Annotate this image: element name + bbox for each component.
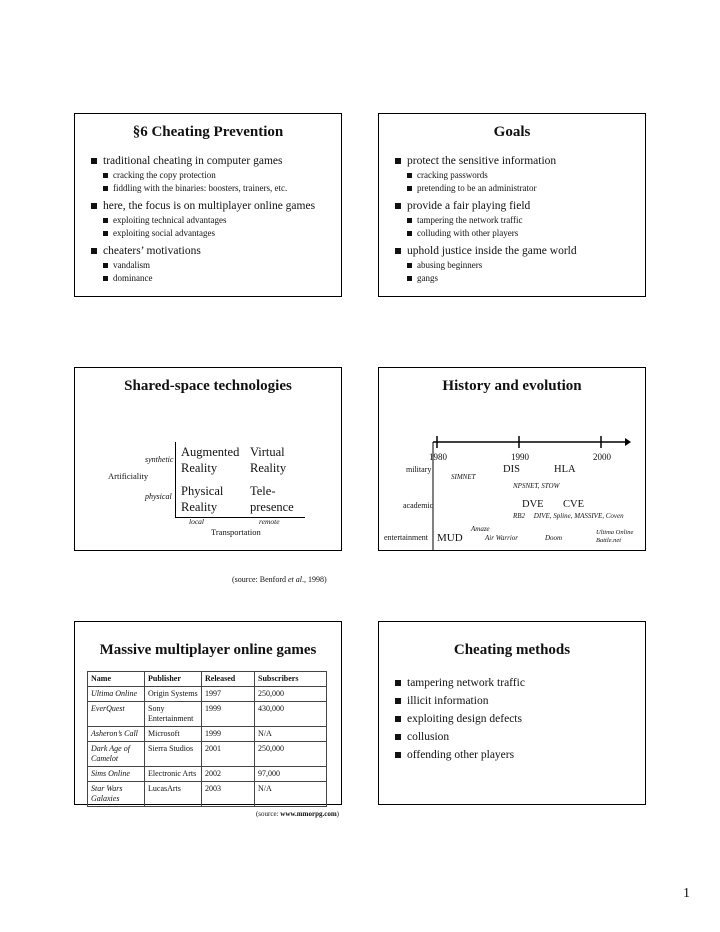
sub-bullet: exploiting social advantages (103, 227, 335, 240)
bullet-list (91, 150, 335, 285)
year-label: 1990 (511, 452, 529, 462)
table-cell: 2002 (202, 767, 255, 782)
mmo-table (87, 671, 327, 807)
table-row (88, 687, 327, 702)
uo-battlenet-label: Ultima Online Battle.net (596, 529, 634, 544)
sub-bullet: fiddling with the binaries: boosters, trainers, etc. (103, 182, 335, 195)
local-label: local (189, 517, 204, 526)
sub-bullet: tampering the network traffic (407, 214, 639, 227)
table-cell: 97,000 (255, 767, 327, 782)
table-cell: Sony Entertainment (145, 702, 202, 727)
bullet-item: tampering network traffic (395, 676, 639, 690)
dis-label: DIS (503, 464, 520, 475)
column-header: Subscribers (255, 672, 327, 687)
amaze-label: Amaze (471, 525, 490, 533)
slide-history (378, 367, 646, 551)
slide-mmo-games (74, 621, 342, 818)
augmented-reality-cell: Augmented Reality (181, 445, 240, 475)
airwarrior-label: Air Warrior (485, 534, 519, 542)
slide-title: Goals (493, 124, 531, 140)
bullet-item: collusion (395, 730, 639, 744)
row-label-academic: academic (403, 501, 434, 510)
axis-line-vertical (175, 442, 176, 518)
source-citation: (source: www.mmorpg.com) (255, 810, 339, 818)
table-cell: Origin Systems (145, 687, 202, 702)
table-header-row (88, 672, 327, 687)
table-row (88, 782, 327, 807)
source-citation: (source: Benford et al., 1998) (232, 575, 327, 584)
slide-title: §6 Cheating Prevention (132, 124, 284, 140)
table-cell: N/A (255, 727, 327, 742)
cve-label: CVE (563, 499, 584, 510)
bullet-item: here, the focus is on multiplayer online games exploiting technical advantages exploiting social advantages (91, 199, 335, 240)
bullet-item: exploiting design defects (395, 712, 639, 726)
slide-title: Cheating methods (453, 642, 571, 658)
table-cell: Asheron’s Call (88, 727, 145, 742)
npsnet-label: NPSNET, STOW (513, 482, 560, 490)
table-cell: Star Wars Galaxies (88, 782, 145, 807)
transportation-label: Transportation (211, 527, 261, 537)
sub-bullet: pretending to be an administrator (407, 182, 639, 195)
year-label: 1980 (429, 452, 447, 462)
table-cell: 1997 (202, 687, 255, 702)
sub-bullet: vandalism (103, 259, 335, 272)
sub-bullet: dominance (103, 272, 335, 285)
slide-title: Massive multiplayer online games (99, 642, 317, 658)
bullet-list (395, 672, 639, 762)
sub-bullet: colluding with other players (407, 227, 639, 240)
row-label-military: military (406, 465, 432, 474)
bullet-item: illicit information (395, 694, 639, 708)
mud-label: MUD (437, 532, 463, 544)
academic-systems-label: RB2 DIVE, Spline, MASSIVE, Coven (513, 512, 624, 520)
virtual-reality-cell: Virtual Reality (250, 445, 287, 475)
sub-bullet: gangs (407, 272, 639, 285)
table-cell: N/A (255, 782, 327, 807)
table-cell: Electronic Arts (145, 767, 202, 782)
column-header: Released (202, 672, 255, 687)
bullet-item: cheaters’ motivations vandalism dominance (91, 244, 335, 285)
bullet-item: protect the sensitive information cracking passwords pretending to be an administrator (395, 154, 639, 195)
column-header: Publisher (145, 672, 202, 687)
slide-cheating-methods (378, 621, 646, 805)
table-row (88, 702, 327, 727)
doom-label: Doom (545, 534, 563, 542)
table-cell: LucasArts (145, 782, 202, 807)
table-cell: Sierra Studios (145, 742, 202, 767)
slide-title: Shared-space technologies (124, 378, 292, 394)
timeline-arrowhead (625, 438, 631, 446)
table-cell: 1999 (202, 727, 255, 742)
slide-goals (378, 113, 646, 297)
table-cell: Microsoft (145, 727, 202, 742)
dve-label: DVE (522, 499, 544, 510)
table-row (88, 767, 327, 782)
slide-cheating-prevention (74, 113, 342, 297)
sub-bullet: cracking the copy protection (103, 169, 335, 182)
physical-label: physical (145, 492, 172, 501)
sub-bullet: cracking passwords (407, 169, 639, 182)
bullet-item: offending other players (395, 748, 639, 762)
table-cell: 430,000 (255, 702, 327, 727)
page-number: 1 (683, 886, 690, 901)
simnet-label: SIMNET (451, 473, 476, 481)
table-cell: EverQuest (88, 702, 145, 727)
table-cell: 1999 (202, 702, 255, 727)
remote-label: remote (259, 517, 280, 526)
bullet-item: traditional cheating in computer games cracking the copy protection fiddling with the binaries: boosters, trainers, etc. (91, 154, 335, 195)
slide-title: History and evolution (442, 378, 582, 394)
table-cell: Ultima Online (88, 687, 145, 702)
synthetic-label: synthetic (145, 455, 174, 464)
sub-bullet: exploiting technical advantages (103, 214, 335, 227)
table-cell: 2001 (202, 742, 255, 767)
bullet-list (395, 150, 639, 285)
table-cell: 250,000 (255, 742, 327, 767)
bullet-item: uphold justice inside the game world abusing beginners gangs (395, 244, 639, 285)
sub-bullet: abusing beginners (407, 259, 639, 272)
table-row (88, 742, 327, 767)
table-cell: Dark Age of Camelot (88, 742, 145, 767)
slide-shared-space (74, 367, 342, 551)
year-label: 2000 (593, 452, 611, 462)
physical-reality-cell: Physical Reality (181, 484, 224, 514)
table-cell: 2003 (202, 782, 255, 807)
telepresence-cell: Tele- presence (250, 484, 294, 514)
column-header: Name (88, 672, 145, 687)
hla-label: HLA (554, 464, 576, 475)
row-label-entertainment: entertainment (384, 533, 428, 542)
table-cell: Sims Online (88, 767, 145, 782)
table-cell: 250,000 (255, 687, 327, 702)
artificiality-label: Artificiality (108, 471, 149, 481)
bullet-item: provide a fair playing field tampering the network traffic colluding with other players (395, 199, 639, 240)
table-row (88, 727, 327, 742)
